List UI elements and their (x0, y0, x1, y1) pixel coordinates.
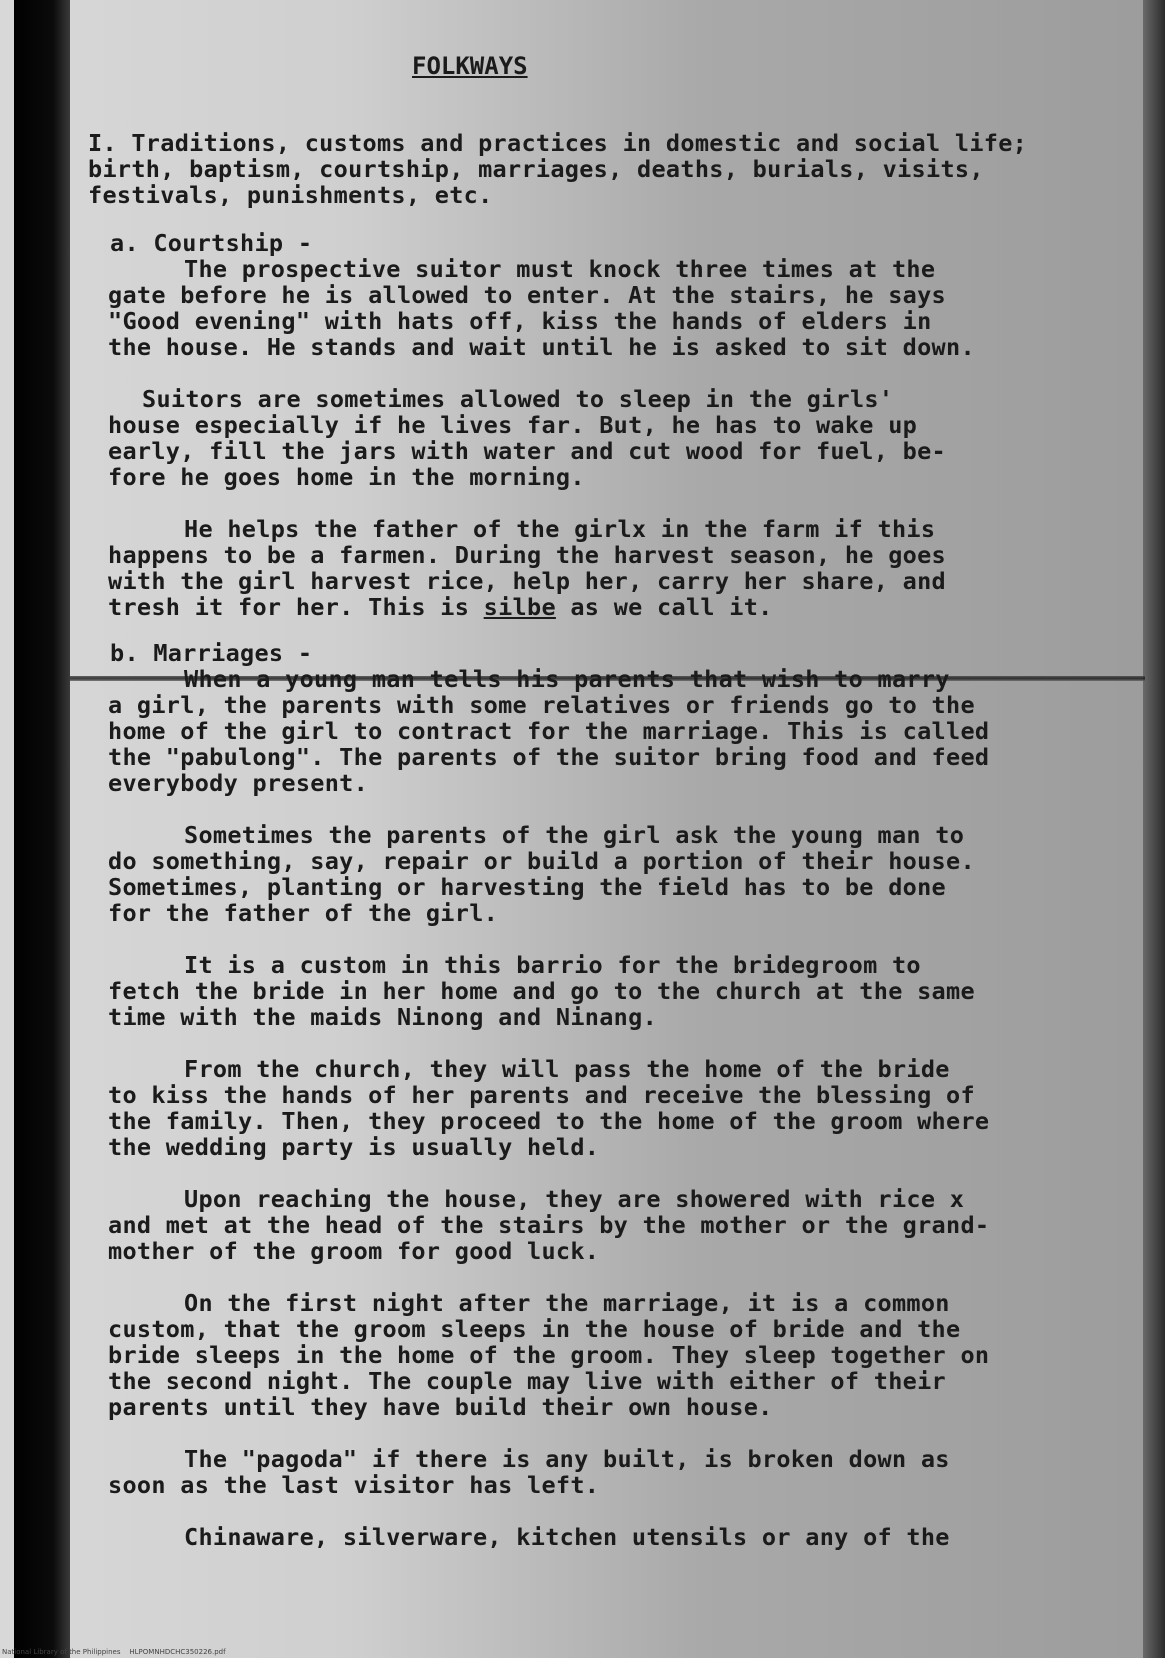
body-line: fore he goes home in the morning. (108, 463, 585, 491)
body-line: Chinaware, silverware, kitchen utensils or any of the (184, 1523, 950, 1551)
body-line: the "pabulong". The parents of the suitor bring food and feed (108, 743, 990, 771)
body-line: soon as the last visitor has left. (108, 1471, 600, 1499)
section-heading-courtship: a. Courtship - (110, 229, 313, 257)
page-right-edge (1143, 0, 1165, 1658)
body-line: do something, say, repair or build a portion of their house. (108, 847, 975, 875)
body-line: When a young man tells his parents that wish to marry (184, 665, 950, 693)
body-line: the second night. The couple may live with either of their (108, 1367, 946, 1395)
body-line: Sometimes, planting or harvesting the field has to be done (108, 873, 946, 901)
section-heading-marriages: b. Marriages - (110, 639, 313, 667)
body-line: home of the girl to contract for the marriage. This is called (108, 717, 990, 745)
underlined-term-silbe: silbe (483, 593, 556, 621)
body-line-start: tresh it for her. This is (108, 593, 484, 621)
body-line (108, 594, 773, 620)
body-line: time with the maids Ninong and Ninang. (108, 1003, 658, 1031)
body-line: gate before he is allowed to enter. At the stairs, he says (108, 281, 946, 309)
body-line: birth, baptism, courtship, marriages, deaths, burials, visits, (88, 155, 984, 183)
scan-footer: National Library of the Philippines HLPOMNHDCHC350226.pdf (2, 1648, 226, 1656)
body-line: everybody present. (108, 769, 369, 797)
body-line: and met at the head of the stairs by the mother or the grand- (108, 1211, 990, 1239)
body-line: with the girl harvest rice, help her, carry her share, and (108, 567, 946, 595)
body-line: He helps the father of the girlx in the farm if this (184, 515, 936, 543)
body-line: the family. Then, they proceed to the home of the groom where (108, 1107, 990, 1135)
body-line: Suitors are sometimes allowed to sleep in the girls' (142, 385, 894, 413)
document-body (88, 50, 1088, 1551)
document-title: FOLKWAYS (412, 52, 528, 80)
body-line-end: as we call it. (555, 593, 773, 621)
body-line: It is a custom in this barrio for the bridegroom to (184, 951, 921, 979)
body-line: The prospective suitor must knock three times at the (184, 255, 936, 283)
body-line: bride sleeps in the home of the groom. They sleep together on (108, 1341, 990, 1369)
body-line: the wedding party is usually held. (108, 1133, 600, 1161)
body-line: the house. He stands and wait until he is asked to sit down. (108, 333, 975, 361)
body-line: fetch the bride in her home and go to the church at the same (108, 977, 975, 1005)
body-line: I. Traditions, customs and practices in domestic and social life; (88, 129, 1028, 157)
body-line: On the first night after the marriage, it is a common (184, 1289, 950, 1317)
body-line: "Good evening" with hats off, kiss the hands of elders in (108, 307, 932, 335)
body-line: Sometimes the parents of the girl ask the young man to (184, 821, 965, 849)
page-binding-shadow (14, 0, 70, 1658)
body-line: festivals, punishments, etc. (88, 181, 493, 209)
body-line: custom, that the groom sleeps in the house of bride and the (108, 1315, 961, 1343)
body-line: house especially if he lives far. But, he has to wake up (108, 411, 918, 439)
body-line: a girl, the parents with some relatives or friends go to the (108, 691, 975, 719)
body-line: early, fill the jars with water and cut wood for fuel, be- (108, 437, 946, 465)
body-line: mother of the groom for good luck. (108, 1237, 600, 1265)
body-line: Upon reaching the house, they are showered with rice x (184, 1185, 965, 1213)
body-line: parents until they have build their own house. (108, 1393, 773, 1421)
body-line: happens to be a farmen. During the harvest season, he goes (108, 541, 946, 569)
body-line: The "pagoda" if there is any built, is broken down as (184, 1445, 950, 1473)
body-line: for the father of the girl. (108, 899, 499, 927)
body-line: From the church, they will pass the home of the bride (184, 1055, 950, 1083)
body-line: to kiss the hands of her parents and receive the blessing of (108, 1081, 975, 1109)
